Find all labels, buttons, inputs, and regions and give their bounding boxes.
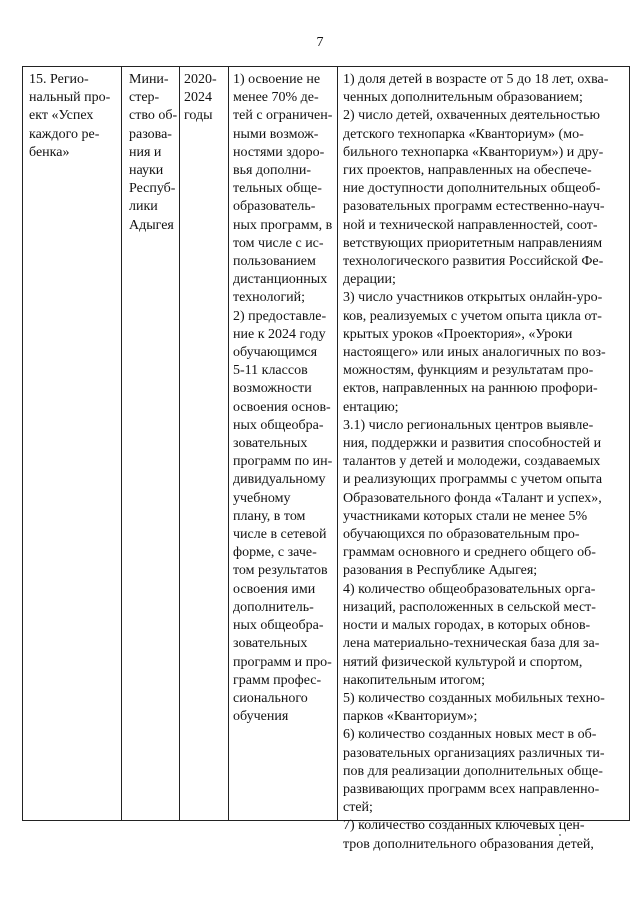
text-line: нятий физической культурой и спортом, — [343, 654, 583, 670]
text-line: сионального — [233, 690, 308, 706]
goals-cell — [233, 71, 342, 726]
text-line: пользованием — [233, 254, 316, 270]
text-line: бильного технопарка «Кванториум») и дру- — [343, 144, 604, 160]
text-line: 3) число участников открытых онлайн-уро- — [343, 290, 603, 306]
text-line: технологий; — [233, 290, 306, 306]
text-line: можностям, функциям и результатам про- — [343, 363, 594, 379]
text-line: ных программ, в — [233, 217, 333, 233]
text-line: ние к 2024 году — [233, 326, 326, 342]
text-line: обучающимся — [233, 345, 318, 361]
text-line: форме, с заче- — [233, 545, 317, 561]
text-line: зовательных — [233, 636, 308, 652]
text-line: науки — [129, 163, 164, 179]
text-line: вья дополни- — [233, 163, 311, 179]
text-line: развивающих программ всех направленно- — [343, 781, 600, 797]
text-line: и реализующих программы с учетом опыта — [343, 472, 603, 488]
column-divider — [228, 67, 229, 820]
text-line: освоения ими — [233, 581, 316, 597]
text-line: том результатов — [233, 563, 328, 579]
text-line: обучающихся по образовательным про- — [343, 527, 580, 543]
text-line: менее 70% де- — [233, 90, 319, 106]
text-line: технологического развития Российской Фе- — [343, 254, 604, 270]
text-line: дивидуальному — [233, 472, 326, 488]
text-line: дополнитель- — [233, 599, 314, 615]
text-line: разовательных организациях различных ти- — [343, 745, 605, 761]
text-line: нальный про- — [29, 90, 111, 106]
text-line: 2) число детей, охваченных деятельностью — [343, 108, 600, 124]
text-line: разовательных программ естественно-науч- — [343, 199, 605, 215]
text-line: Мини- — [129, 72, 169, 87]
text-line: участниками которых стали не менее 5% — [343, 508, 588, 524]
text-line: освоения основ- — [233, 399, 331, 415]
text-line: 2024 — [184, 90, 212, 106]
implementation-period-cell — [184, 71, 230, 126]
text-line: ными возмож- — [233, 126, 319, 142]
text-line: разова- — [129, 126, 172, 142]
text-line: дерации; — [343, 272, 396, 288]
text-line: тей с ограничен- — [233, 108, 333, 124]
text-line: грамм профес- — [233, 672, 322, 688]
text-line: ект «Успех — [29, 108, 94, 124]
text-line: ние доступности дополнительных общеоб- — [343, 181, 601, 197]
text-line: 1) освоение не — [233, 72, 321, 87]
text-line: стер- — [129, 90, 160, 106]
text-line: 4) количество общеобразовательных орга- — [343, 581, 596, 597]
text-line: образователь- — [233, 199, 316, 215]
text-line: плану, в том — [233, 508, 306, 524]
text-line: Респуб- — [129, 181, 176, 197]
text-line: детского технопарка «Кванториум» (мо- — [343, 126, 584, 142]
text-line: ков, реализуемых с учетом опыта цикла от- — [343, 308, 602, 324]
program-table — [22, 66, 630, 852]
text-line: Адыгея — [129, 217, 174, 233]
text-line: разования в Республике Адыгея; — [343, 563, 538, 579]
responsible-executor-cell — [129, 71, 183, 235]
text-line: годы — [184, 108, 213, 124]
text-line: пов для реализации дополнительных обще- — [343, 763, 603, 779]
text-line: обучения — [233, 709, 289, 725]
text-line: тров дополнительного образования детей, — [343, 836, 594, 852]
text-line: ченных дополнительным образованием; — [343, 90, 583, 106]
text-line: стей; — [343, 800, 373, 816]
text-line: ектов, направленных на раннюю профори- — [343, 381, 598, 397]
text-line: 7) количество созданных ключевых цен- — [343, 818, 585, 834]
text-line: том числе с ис- — [233, 235, 324, 251]
text-line: ных общеобра- — [233, 417, 324, 433]
text-line: ентацию; — [343, 399, 399, 415]
text-line: лена материально-техническая база для за- — [343, 636, 600, 652]
text-line: 15. Регио- — [29, 72, 89, 87]
column-divider — [121, 67, 122, 820]
text-line: ветствующих приоритетным направлениям — [343, 235, 603, 251]
text-line: возможности — [233, 381, 312, 397]
text-line: ной и технической направленностей, соот- — [343, 217, 598, 233]
text-line: ство об- — [129, 108, 178, 124]
text-line: программ и про- — [233, 654, 332, 670]
text-line: гих проектов, направленных на обеспече- — [343, 163, 592, 179]
text-line: крытых уроков «Проектория», «Уроки — [343, 326, 573, 342]
text-line: ния и — [129, 144, 162, 160]
text-line: каждого ре- — [29, 126, 100, 142]
text-line: бенка» — [29, 144, 70, 160]
text-line: 6) количество созданных новых мест в об- — [343, 727, 597, 743]
indicators-cell — [343, 71, 623, 854]
text-line: программ по ин- — [233, 454, 333, 470]
text-line: накопительным итогом; — [343, 672, 486, 688]
text-line: дистанционных — [233, 272, 328, 288]
text-line: настоящего» или иных аналогичных по воз- — [343, 345, 606, 361]
text-line: 3.1) число региональных центров выявле- — [343, 417, 594, 433]
text-line: 2020- — [184, 72, 217, 87]
project-name-cell — [29, 71, 117, 162]
text-line: 5-11 классов — [233, 363, 308, 379]
text-line: граммам основного и среднего общего об- — [343, 545, 596, 561]
text-line: 5) количество созданных мобильных техно- — [343, 690, 605, 706]
text-line: тельных обще- — [233, 181, 322, 197]
text-line: учебному — [233, 490, 291, 506]
text-line: ности и малых городах, в которых обнов- — [343, 618, 591, 634]
text-line: низаций, расположенных в сельской мест- — [343, 599, 596, 615]
text-line: ных общеобра- — [233, 618, 324, 634]
text-line: 2) предоставле- — [233, 308, 327, 324]
text-line: ния, поддержки и развития способностей и — [343, 436, 602, 452]
text-line: Образовательного фонда «Талант и успех», — [343, 490, 602, 506]
text-line: парков «Кванториум»; — [343, 709, 478, 725]
text-line: ностями здоро- — [233, 144, 325, 160]
scan-speck — [559, 834, 561, 836]
text-line: 1) доля детей в возрасте от 5 до 18 лет, охва- — [343, 72, 609, 87]
text-line: числе в сетевой — [233, 527, 327, 543]
text-line: лики — [129, 199, 158, 215]
text-line: талантов у детей и молодежи, создаваемых — [343, 454, 601, 470]
text-line: зовательных — [233, 436, 308, 452]
page-number: 7 — [316, 35, 324, 50]
